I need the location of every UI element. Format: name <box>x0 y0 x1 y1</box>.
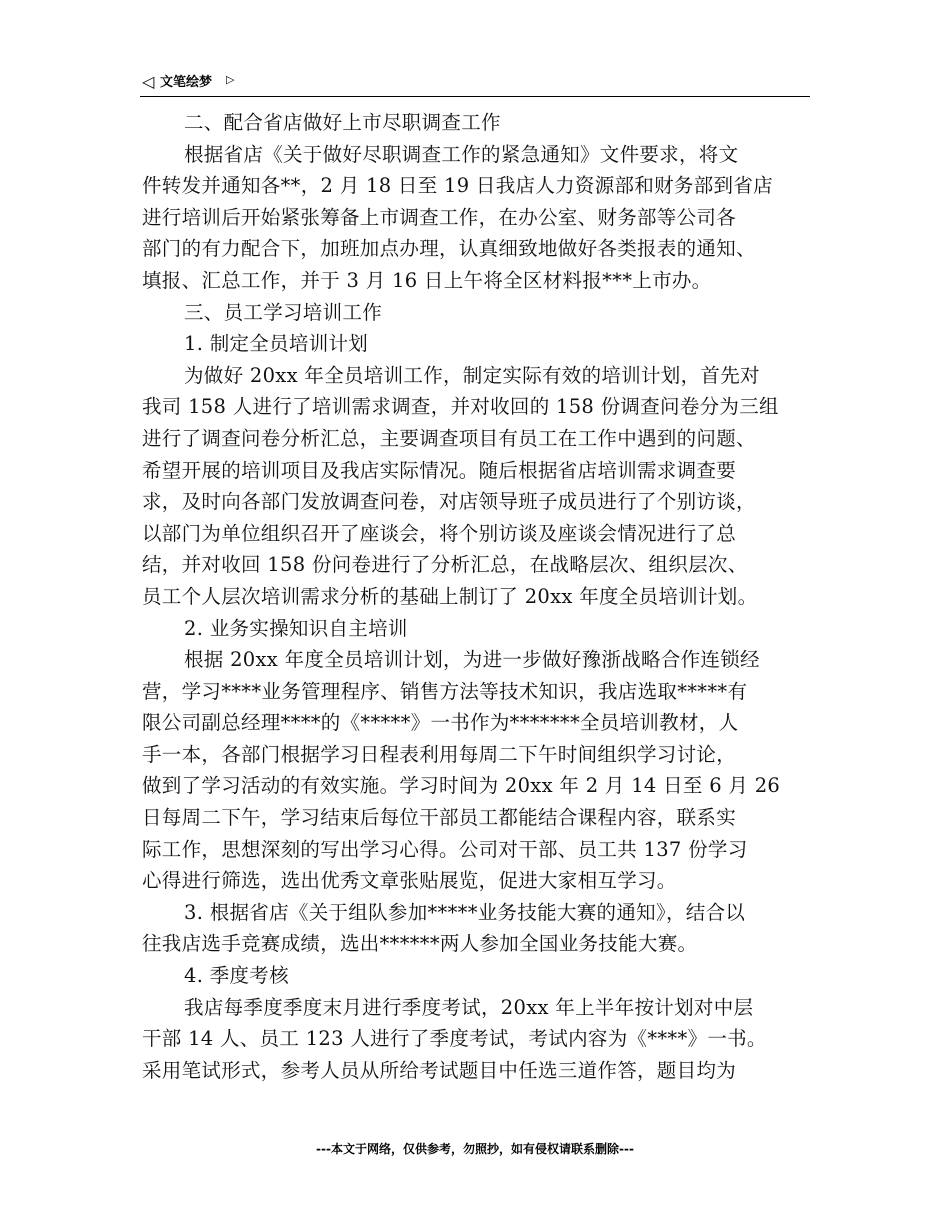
text-line: 4. 季度考核 <box>184 964 289 988</box>
left-triangle-icon: ◁ <box>142 72 155 91</box>
text-line: 1. 制定全员培训计划 <box>184 332 369 356</box>
text-line: 限公司副总经理****的《*****》一书作为*******全员培训教材，人 <box>142 711 739 735</box>
text-line: 往我店选手竞赛成绩，选出******两人参加全国业务技能大赛。 <box>142 932 698 956</box>
text-line: 填报、汇总工作，并于 3 月 16 日上午将全区材料报***上市办。 <box>142 268 712 292</box>
page-header <box>140 70 810 97</box>
text-line: 心得进行筛选，选出优秀文章张贴展览，促进大家相互学习。 <box>142 869 677 893</box>
footer-disclaimer: ---本文于网络，仅供参考，勿照抄，如有侵权请联系删除--- <box>316 1142 634 1156</box>
text-line: 员工个人层次培训需求分析的基础上制订了 20xx 年度全员培训计划。 <box>142 584 758 608</box>
text-line: 求，及时向各部门发放调查问卷，对店领导班子成员进行了个别访谈， <box>142 490 756 514</box>
text-line: 营，学习****业务管理程序、销售方法等技术知识，我店选取*****有 <box>142 679 748 703</box>
text-line: 为做好 20xx 年全员培训工作，制定实际有效的培训计划，首先对 <box>184 363 760 387</box>
right-triangle-icon: ▷ <box>226 73 235 86</box>
text-line: 做到了学习活动的有效实施。学习时间为 20xx 年 2 月 14 日至 6 月 26 <box>142 774 781 798</box>
text-line: 以部门为单位组织召开了座谈会，将个别访谈及座谈会情况进行了总 <box>142 521 737 545</box>
text-line: 日每周二下午，学习结束后每位干部员工都能结合课程内容，联系实 <box>142 806 737 830</box>
text-line: 二、配合省店做好上市尽职调查工作 <box>184 111 501 134</box>
header-title: 文笔绘梦 <box>160 75 213 90</box>
text-line: 我司 158 人进行了培训需求调查，并对收回的 158 份调查问卷分为三组 <box>142 395 779 419</box>
text-line: 际工作，思想深刻的写出学习心得。公司对干部、员工共 137 份学习 <box>142 837 748 861</box>
text-line: 我店每季度季度末月进行季度考试，20xx 年上半年按计划对中层 <box>184 995 754 1019</box>
text-line: 部门的有力配合下，加班加点办理，认真细致地做好各类报表的通知、 <box>142 237 756 261</box>
text-line: 根据省店《关于做好尽职调查工作的紧急通知》文件要求，将文 <box>184 142 739 166</box>
text-line: 手一本，各部门根据学习日程表利用每周二下午时间组织学习讨论， <box>142 742 737 766</box>
text-line: 结，并对收回 158 份问卷进行了分析汇总，在战略层次、组织层次、 <box>142 553 748 577</box>
text-line: 干部 14 人、员工 123 人进行了季度考试，考试内容为《****》一书。 <box>142 1027 767 1051</box>
text-line: 进行了调查问卷分析汇总，主要调查项目有员工在工作中遇到的问题、 <box>142 426 756 450</box>
text-line: 2. 业务实操知识自主培训 <box>184 616 408 640</box>
text-line: 件转发并通知各**，2 月 18 日至 19 日我店人力资源部和财务部到省店 <box>142 174 773 198</box>
text-line: 进行培训后开始紧张筹备上市调查工作，在办公室、财务部等公司各 <box>142 205 737 229</box>
text-line: 三、员工学习培训工作 <box>184 300 383 324</box>
text-line: 3. 根据省店《关于组队参加*****业务技能大赛的通知》，结合以 <box>184 900 746 924</box>
text-line: 根据 20xx 年度全员培训计划，为进一步做好豫浙战略合作连锁经 <box>184 648 760 672</box>
text-line: 采用笔试形式，参考人员从所给考试题目中任选三道作答，题目均为 <box>142 1058 737 1082</box>
text-line: 希望开展的培训项目及我店实际情况。随后根据省店培训需求调查要 <box>142 458 737 482</box>
document-body <box>142 107 810 1086</box>
